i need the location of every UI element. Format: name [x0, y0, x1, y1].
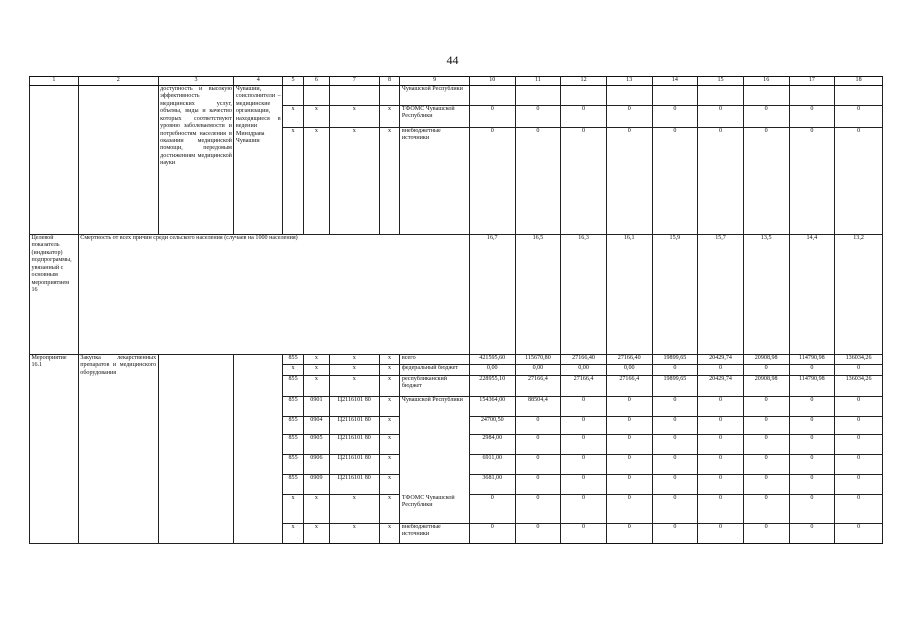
value-cell: 0	[698, 397, 744, 417]
code-cell: х	[283, 365, 304, 376]
value-cell: 19899,65	[652, 355, 698, 365]
value-cell: 0	[606, 435, 652, 455]
measure-label-cell: Мероприятие 16.1	[30, 355, 79, 544]
value-cell: 0	[652, 417, 698, 435]
value-cell: 0	[835, 106, 883, 128]
value-cell: 0	[652, 495, 698, 524]
value-cell: 0	[743, 475, 789, 495]
table-body	[30, 77, 883, 544]
code-cell: Ц2116101 80	[329, 397, 379, 417]
value-cell: 114790,98	[789, 376, 835, 397]
value-cell: 0	[469, 495, 515, 524]
value-cell: 27166,4	[515, 376, 561, 397]
value-cell: 0	[515, 495, 561, 524]
indicator-value-cell: 16,5	[515, 235, 561, 355]
column-header: 14	[652, 77, 698, 86]
value-cell: 0	[469, 106, 515, 128]
value-cell: 115670,80	[515, 355, 561, 365]
value-cell: 0	[515, 435, 561, 455]
empty-cell	[78, 86, 158, 235]
code-cell: 0906	[303, 455, 329, 475]
indicator-value-cell: 15,9	[652, 235, 698, 355]
table-row	[30, 355, 883, 365]
value-cell: 0	[789, 106, 835, 128]
value-cell: 0	[698, 475, 744, 495]
value-cell: 27166,40	[606, 355, 652, 365]
budget-table	[29, 76, 883, 544]
value-cell	[515, 86, 561, 106]
value-cell: 0	[743, 128, 789, 235]
column-header: 9	[400, 77, 470, 86]
code-cell: х	[379, 365, 400, 376]
code-cell: 855	[283, 376, 304, 397]
funding-source-cell: ТФОМС Чувашской Республики	[400, 106, 470, 128]
funding-source-cell: Чувашской Республики	[400, 397, 470, 417]
column-header: 16	[743, 77, 789, 86]
empty-cell	[234, 355, 283, 544]
value-cell: 0	[743, 106, 789, 128]
value-cell: 20429,74	[698, 355, 744, 365]
value-cell: 0,00	[561, 365, 607, 376]
column-header: 2	[78, 77, 158, 86]
value-cell: 0	[469, 524, 515, 544]
code-cell: х	[379, 417, 400, 435]
value-cell: 0	[835, 417, 883, 435]
column-header: 7	[329, 77, 379, 86]
code-cell: Ц2116101 80	[329, 455, 379, 475]
value-cell: 0	[606, 106, 652, 128]
value-cell: 0	[652, 365, 698, 376]
code-cell: х	[283, 495, 304, 524]
value-cell: 154364,00	[469, 397, 515, 417]
code-cell: х	[303, 128, 329, 235]
code-cell: х	[283, 524, 304, 544]
code-cell: 855	[283, 355, 304, 365]
executors-cell: Чувашии, соисполнители – медицинские организации, находящиеся в ведении Минздрава Чувашии	[234, 86, 283, 235]
funding-source-cell: республиканский бюджет	[400, 376, 470, 397]
value-cell: 0	[606, 475, 652, 495]
page-number: 44	[446, 53, 459, 67]
code-cell: 855	[283, 475, 304, 495]
value-cell: 0	[743, 524, 789, 544]
value-cell: 2984,00	[469, 435, 515, 455]
value-cell: 0	[835, 435, 883, 455]
value-cell: 0	[561, 397, 607, 417]
code-cell: 0905	[303, 435, 329, 455]
code-cell	[303, 86, 329, 106]
value-cell: 136034,26	[835, 355, 883, 365]
measure-name-cell: Закупка лекарственных препаратов и медицинского оборудования	[78, 355, 158, 544]
value-cell: 0	[561, 435, 607, 455]
code-cell: х	[329, 365, 379, 376]
code-cell: 0901	[303, 397, 329, 417]
value-cell: 0	[561, 455, 607, 475]
value-cell: 27166,4	[561, 376, 607, 397]
value-cell: 228955,10	[469, 376, 515, 397]
value-cell	[606, 86, 652, 106]
value-cell: 0	[652, 524, 698, 544]
column-header: 10	[469, 77, 515, 86]
value-cell: 0	[515, 128, 561, 235]
value-cell: 27166,4	[606, 376, 652, 397]
code-cell: х	[329, 106, 379, 128]
value-cell: 0	[743, 495, 789, 524]
value-cell: 0	[789, 495, 835, 524]
value-cell: 0	[835, 365, 883, 376]
code-cell: Ц2116101 80	[329, 475, 379, 495]
code-cell: 0909	[303, 475, 329, 495]
code-cell: Ц2116101 80	[329, 417, 379, 435]
column-header: 5	[283, 77, 304, 86]
code-cell: х	[379, 376, 400, 397]
goal-text-cell: доступность и высокую эффективность медицинских услуг, объемы, виды и качество которых соответствуют уровню заболеваемости и потребностям населения в оказании медицинской помощи, передовым достижениям медицинской науки	[158, 86, 234, 235]
code-cell: х	[379, 397, 400, 417]
value-cell: 0	[789, 435, 835, 455]
code-cell: х	[329, 495, 379, 524]
column-header: 13	[606, 77, 652, 86]
value-cell: 0	[743, 397, 789, 417]
code-cell: х	[379, 355, 400, 365]
value-cell	[469, 86, 515, 106]
value-cell: 0	[743, 455, 789, 475]
value-cell: 27166,40	[561, 355, 607, 365]
value-cell: 0	[789, 417, 835, 435]
code-cell: х	[329, 355, 379, 365]
code-cell: х	[329, 524, 379, 544]
funding-source-cell	[400, 435, 470, 455]
indicator-value-cell: 15,7	[698, 235, 744, 355]
code-cell: х	[283, 128, 304, 235]
value-cell: 0	[561, 475, 607, 495]
funding-source-cell: ТФОМС Чувашской Республики	[400, 495, 470, 524]
code-cell: х	[303, 524, 329, 544]
value-cell: 19899,65	[652, 376, 698, 397]
code-cell: х	[379, 495, 400, 524]
value-cell	[835, 86, 883, 106]
code-cell	[329, 86, 379, 106]
value-cell	[561, 86, 607, 106]
value-cell: 421595,60	[469, 355, 515, 365]
value-cell: 0	[515, 455, 561, 475]
value-cell: 0	[698, 524, 744, 544]
value-cell: 20429,74	[698, 376, 744, 397]
value-cell: 0	[606, 397, 652, 417]
funding-source-cell: всего	[400, 355, 470, 365]
value-cell: 0	[652, 106, 698, 128]
indicator-text-cell: Смертность от всех причин среди сельского населения (случаев на 1000 населения)	[78, 235, 469, 355]
value-cell: 0	[515, 417, 561, 435]
code-cell: х	[379, 455, 400, 475]
indicator-value-cell: 14,4	[789, 235, 835, 355]
code-cell: х	[379, 106, 400, 128]
value-cell: 0	[515, 475, 561, 495]
value-cell: 0	[606, 417, 652, 435]
empty-cell	[30, 86, 79, 235]
column-header: 8	[379, 77, 400, 86]
value-cell: 0	[835, 455, 883, 475]
value-cell	[652, 86, 698, 106]
indicator-value-cell: 13,5	[743, 235, 789, 355]
value-cell: 0,00	[469, 365, 515, 376]
value-cell: 0	[652, 455, 698, 475]
value-cell: 0	[835, 397, 883, 417]
code-cell: х	[379, 524, 400, 544]
value-cell	[789, 86, 835, 106]
value-cell: 0	[652, 435, 698, 455]
value-cell: 136034,26	[835, 376, 883, 397]
funding-source-cell	[400, 475, 470, 495]
value-cell: 3681,00	[469, 475, 515, 495]
code-cell: х	[303, 106, 329, 128]
funding-source-cell: Чувашской Республики	[400, 86, 470, 106]
table-row	[30, 86, 883, 106]
value-cell: 0,00	[606, 365, 652, 376]
code-cell: х	[379, 475, 400, 495]
value-cell: 0	[698, 455, 744, 475]
value-cell: 0	[515, 524, 561, 544]
value-cell: 0	[835, 128, 883, 235]
code-cell: х	[379, 435, 400, 455]
funding-source-cell	[400, 417, 470, 435]
value-cell: 114790,98	[789, 355, 835, 365]
value-cell: 0	[606, 455, 652, 475]
value-cell: 0	[789, 365, 835, 376]
value-cell: 0	[789, 524, 835, 544]
column-header: 17	[789, 77, 835, 86]
value-cell: 0	[561, 495, 607, 524]
value-cell: 20908,98	[743, 376, 789, 397]
column-header: 15	[698, 77, 744, 86]
table-row	[30, 235, 883, 355]
code-cell: 855	[283, 435, 304, 455]
value-cell: 88504,4	[515, 397, 561, 417]
code-cell: 0904	[303, 417, 329, 435]
value-cell: 0	[561, 417, 607, 435]
value-cell: 0	[698, 495, 744, 524]
code-cell: х	[329, 376, 379, 397]
column-header: 11	[515, 77, 561, 86]
code-cell: х	[303, 365, 329, 376]
column-header: 4	[234, 77, 283, 86]
value-cell: 0	[698, 365, 744, 376]
funding-source-cell: внебюджетные источники	[400, 524, 470, 544]
code-cell: 855	[283, 397, 304, 417]
funding-source-cell: федеральный бюджет	[400, 365, 470, 376]
value-cell: 0	[698, 435, 744, 455]
code-cell	[379, 86, 400, 106]
value-cell: 0	[789, 128, 835, 235]
column-header: 12	[561, 77, 607, 86]
value-cell	[698, 86, 744, 106]
value-cell: 0	[561, 128, 607, 235]
value-cell	[743, 86, 789, 106]
value-cell: 6911,00	[469, 455, 515, 475]
funding-source-cell	[400, 455, 470, 475]
column-header: 1	[30, 77, 79, 86]
indicator-value-cell: 16,7	[469, 235, 515, 355]
value-cell: 0	[743, 365, 789, 376]
column-header: 3	[158, 77, 234, 86]
table-row	[30, 77, 883, 86]
value-cell: 0	[561, 106, 607, 128]
value-cell: 0	[606, 495, 652, 524]
value-cell: 0	[835, 524, 883, 544]
indicator-label-cell: Целевой показатель (индикатор) подпрограммы, увязанный с основным мероприятием 16	[30, 235, 79, 355]
value-cell: 0	[652, 475, 698, 495]
code-cell: х	[303, 495, 329, 524]
value-cell: 0	[469, 128, 515, 235]
value-cell: 0,00	[515, 365, 561, 376]
value-cell: 0	[652, 128, 698, 235]
code-cell: х	[303, 355, 329, 365]
value-cell: 0	[743, 417, 789, 435]
indicator-value-cell: 16,1	[606, 235, 652, 355]
value-cell: 0	[606, 524, 652, 544]
value-cell: 0	[698, 417, 744, 435]
value-cell: 20908,98	[743, 355, 789, 365]
indicator-value-cell: 13,2	[835, 235, 883, 355]
value-cell: 0	[606, 128, 652, 235]
value-cell: 24700,50	[469, 417, 515, 435]
funding-source-cell: внебюджетные источники	[400, 128, 470, 235]
code-cell: 855	[283, 417, 304, 435]
value-cell: 0	[698, 128, 744, 235]
code-cell: Ц2116101 80	[329, 435, 379, 455]
code-cell: 855	[283, 455, 304, 475]
column-header: 18	[835, 77, 883, 86]
code-cell: х	[329, 128, 379, 235]
value-cell: 0	[561, 524, 607, 544]
code-cell: х	[283, 106, 304, 128]
value-cell: 0	[652, 397, 698, 417]
value-cell: 0	[835, 495, 883, 524]
value-cell: 0	[698, 106, 744, 128]
value-cell: 0	[515, 106, 561, 128]
column-header: 6	[303, 77, 329, 86]
code-cell	[283, 86, 304, 106]
empty-cell	[158, 355, 234, 544]
value-cell: 0	[789, 397, 835, 417]
value-cell: 0	[743, 435, 789, 455]
value-cell: 0	[789, 475, 835, 495]
value-cell: 0	[789, 455, 835, 475]
code-cell: х	[303, 376, 329, 397]
code-cell: х	[379, 128, 400, 235]
value-cell: 0	[835, 475, 883, 495]
indicator-value-cell: 16,3	[561, 235, 607, 355]
